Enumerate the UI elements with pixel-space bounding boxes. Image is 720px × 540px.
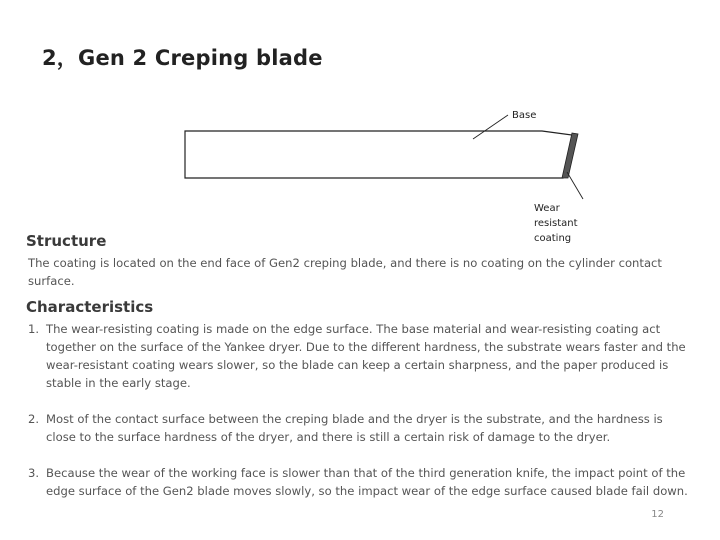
blade-diagram xyxy=(0,0,720,260)
page-number: 12 xyxy=(651,509,664,520)
list-item-text: The wear-resisting coating is made on the edge surface. The base material and wear-resisting coating act together on the surface of the Yankee dryer. Due to the different hardness, the substrate wears faster and the wear-resistant coating wears slower, so the blade can keep a certain sharpness, and the paper produced is stable in the early stage. xyxy=(46,322,686,390)
blade-base-body xyxy=(185,131,572,178)
list-item xyxy=(28,464,692,500)
characteristics-heading: Characteristics xyxy=(26,298,154,316)
list-item xyxy=(28,320,692,392)
structure-text: The coating is located on the end face of Gen2 creping blade, and there is no coating on the cylinder contact surface. xyxy=(28,256,662,288)
coating-label-line: Wear xyxy=(534,203,560,214)
coating-leader-line xyxy=(567,172,583,199)
list-item-number: 2. xyxy=(28,412,40,426)
coating-label-line: resistant xyxy=(534,218,578,229)
slide-title: 2，Gen 2 Creping blade xyxy=(42,46,323,70)
base-label: Base xyxy=(512,110,537,121)
coating-label xyxy=(534,201,578,246)
list-item-number: 3. xyxy=(28,466,40,480)
coating-label-line: coating xyxy=(534,233,572,244)
list-item-number: 1. xyxy=(28,322,40,336)
list-item-text: Because the wear of the working face is slower than that of the third generation knife, the impact point of the edge surface of the Gen2 blade moves slowly, so the impact wear of the edge surface caused blade fail down. xyxy=(46,466,688,498)
list-item-text: Most of the contact surface between the creping blade and the dryer is the substrate, and the hardness is close to the surface hardness of the dryer, and there is still a certain risk of damage to the dryer. xyxy=(46,412,663,444)
structure-heading: Structure xyxy=(26,232,107,250)
list-item xyxy=(28,410,692,446)
characteristics-list xyxy=(28,320,692,518)
